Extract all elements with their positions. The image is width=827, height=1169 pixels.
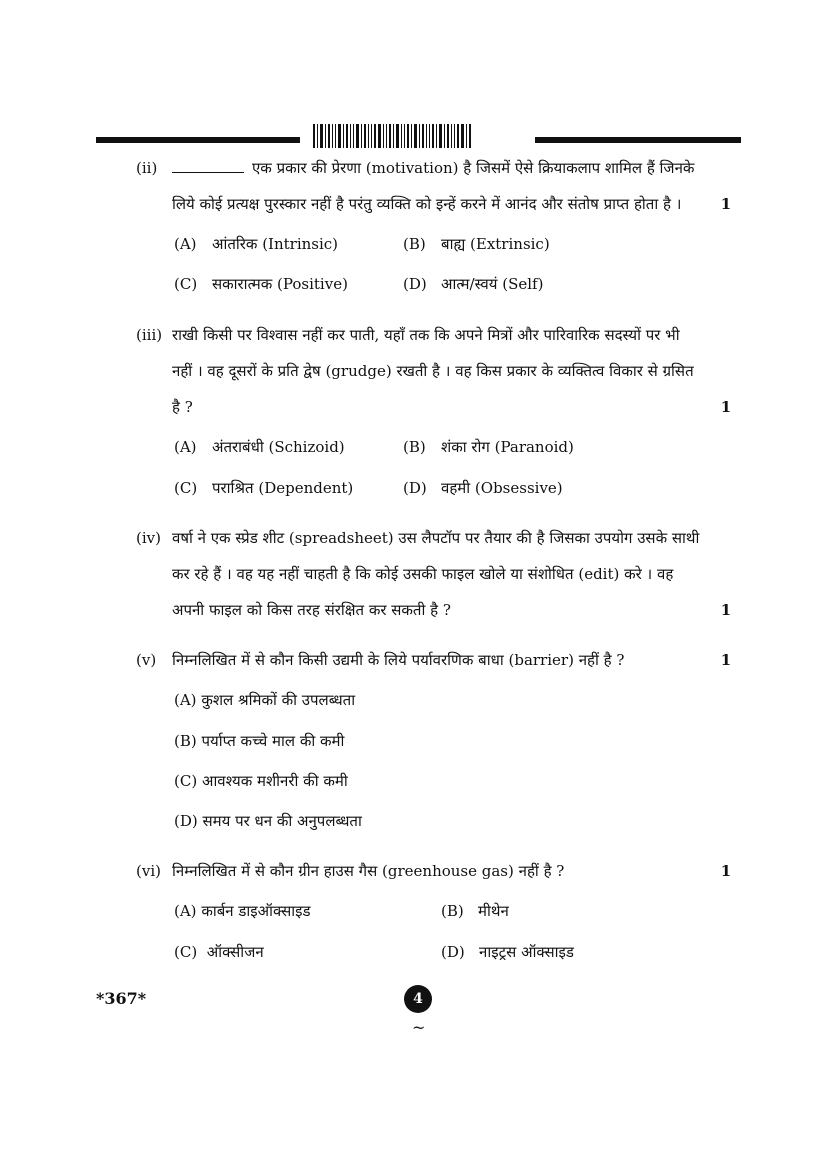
q3-option-d-text: वहमी (Obsessive) xyxy=(441,479,563,497)
q6-option-b-text: मीथेन xyxy=(478,902,509,920)
q5-number: (v) xyxy=(136,651,157,669)
paper-code: *367* xyxy=(96,989,147,1008)
q6-option-b-label: (B) xyxy=(441,902,464,920)
q5-option-d-label: (D) xyxy=(174,812,198,830)
q6-marks: 1 xyxy=(720,862,732,880)
q2-option-b-label: (B) xyxy=(403,235,426,253)
q2-option-b-text: बाह्य (Extrinsic) xyxy=(441,235,550,253)
q3-option-c-text: पराश्रित (Dependent) xyxy=(212,479,354,497)
q2-line2: लिये कोई प्रत्यक्ष पुरस्कार नहीं है परंतु व्यक्ति को इन्हें करने में आनंद और संतोष प्राप्त होता है । xyxy=(172,195,682,213)
q4-marks: 1 xyxy=(720,601,732,619)
q5-option-d xyxy=(174,811,362,831)
q3-marks: 1 xyxy=(720,398,732,416)
q6-option-c-text: ऑक्सीजन xyxy=(206,943,264,961)
header-rule-left xyxy=(96,137,300,143)
answer-blank xyxy=(172,158,244,173)
q6-option-a-text: कार्बन डाइऑक्साइड xyxy=(201,902,311,920)
q3-option-b-label: (B) xyxy=(403,438,426,456)
q6-line1: निम्नलिखित में से कौन ग्रीन हाउस गैस (greenhouse gas) नहीं है ? xyxy=(172,862,565,880)
q6-option-b xyxy=(441,901,509,921)
q6-option-d-text: नाइट्रस ऑक्साइड xyxy=(479,943,574,961)
header-rule-right xyxy=(535,137,741,143)
q2-option-a-label: (A) xyxy=(174,235,197,253)
q5-line1: निम्नलिखित में से कौन किसी उद्यमी के लिये पर्यावरणिक बाधा (barrier) नहीं है ? xyxy=(172,651,625,669)
q6-option-a xyxy=(174,901,311,921)
q5-marks: 1 xyxy=(720,651,732,669)
q5-option-b-text: पर्याप्त कच्चे माल की कमी xyxy=(201,732,345,750)
q3-line2: नहीं । वह दूसरों के प्रति द्वेष (grudge) रखती है । वह किस प्रकार के व्यक्तित्व विकार से ग्रसित xyxy=(172,362,694,380)
q4-number: (iv) xyxy=(136,529,161,547)
q2-option-c-text: सकारात्मक (Positive) xyxy=(212,275,348,293)
q3-option-a-label: (A) xyxy=(174,438,197,456)
q5-option-b xyxy=(174,731,344,751)
q3-option-a-text: अंतराबंधी (Schizoid) xyxy=(212,438,345,456)
q6-number: (vi) xyxy=(136,862,161,880)
q6-option-d xyxy=(441,942,574,962)
q2-line1-text: एक प्रकार की प्रेरणा (motivation) है जिसमें ऐसे क्रियाकलाप शामिल हैं जिनके xyxy=(252,159,695,177)
q5-option-c-label: (C) xyxy=(174,772,198,790)
q3-option-c-label: (C) xyxy=(174,479,198,497)
q2-number: (ii) xyxy=(136,159,158,177)
q5-option-c-text: आवश्यक मशीनरी की कमी xyxy=(201,772,348,790)
q2-line1 xyxy=(172,158,694,178)
q4-line1: वर्षा ने एक स्प्रेड शीट (spreadsheet) उस लैपटॉप पर तैयार की है जिसका उपयोग उसके साथी xyxy=(172,529,700,547)
q6-option-c xyxy=(174,942,264,962)
q5-option-a-text: कुशल श्रमिकों की उपलब्धता xyxy=(201,691,356,709)
q2-option-d-text: आत्म/स्वयं (Self) xyxy=(441,275,544,293)
q2-option-d-label: (D) xyxy=(403,275,427,293)
q3-option-b-text: शंका रोग (Paranoid) xyxy=(441,438,574,456)
q5-option-b-label: (B) xyxy=(174,732,197,750)
q6-option-d-label: (D) xyxy=(441,943,465,961)
barcode xyxy=(313,124,511,148)
q2-option-c-label: (C) xyxy=(174,275,198,293)
page-tilde: ~ xyxy=(412,1018,426,1037)
q5-option-a-label: (A) xyxy=(174,691,197,709)
q5-option-a xyxy=(174,690,355,710)
q6-option-c-label: (C) xyxy=(174,943,198,961)
q3-line1: राखी किसी पर विश्वास नहीं कर पाती, यहाँ तक कि अपने मित्रों और पारिवारिक सदस्यों पर भी xyxy=(172,326,680,344)
q3-option-d-label: (D) xyxy=(403,479,427,497)
q5-option-d-text: समय पर धन की अनुपलब्धता xyxy=(202,812,362,830)
q4-line2: कर रहे हैं । वह यह नहीं चाहती है कि कोई उसकी फाइल खोले या संशोधित (edit) करे । वह xyxy=(172,565,674,583)
page-number: 4 xyxy=(404,985,432,1013)
q2-marks: 1 xyxy=(720,195,732,213)
q3-line3: है ? xyxy=(172,398,193,416)
q6-option-a-label: (A) xyxy=(174,902,197,920)
q4-line3: अपनी फाइल को किस तरह संरक्षित कर सकती है ? xyxy=(172,601,451,619)
q3-number: (iii) xyxy=(136,326,163,344)
q2-option-a-text: आंतरिक (Intrinsic) xyxy=(212,235,339,253)
q5-option-c xyxy=(174,771,348,791)
